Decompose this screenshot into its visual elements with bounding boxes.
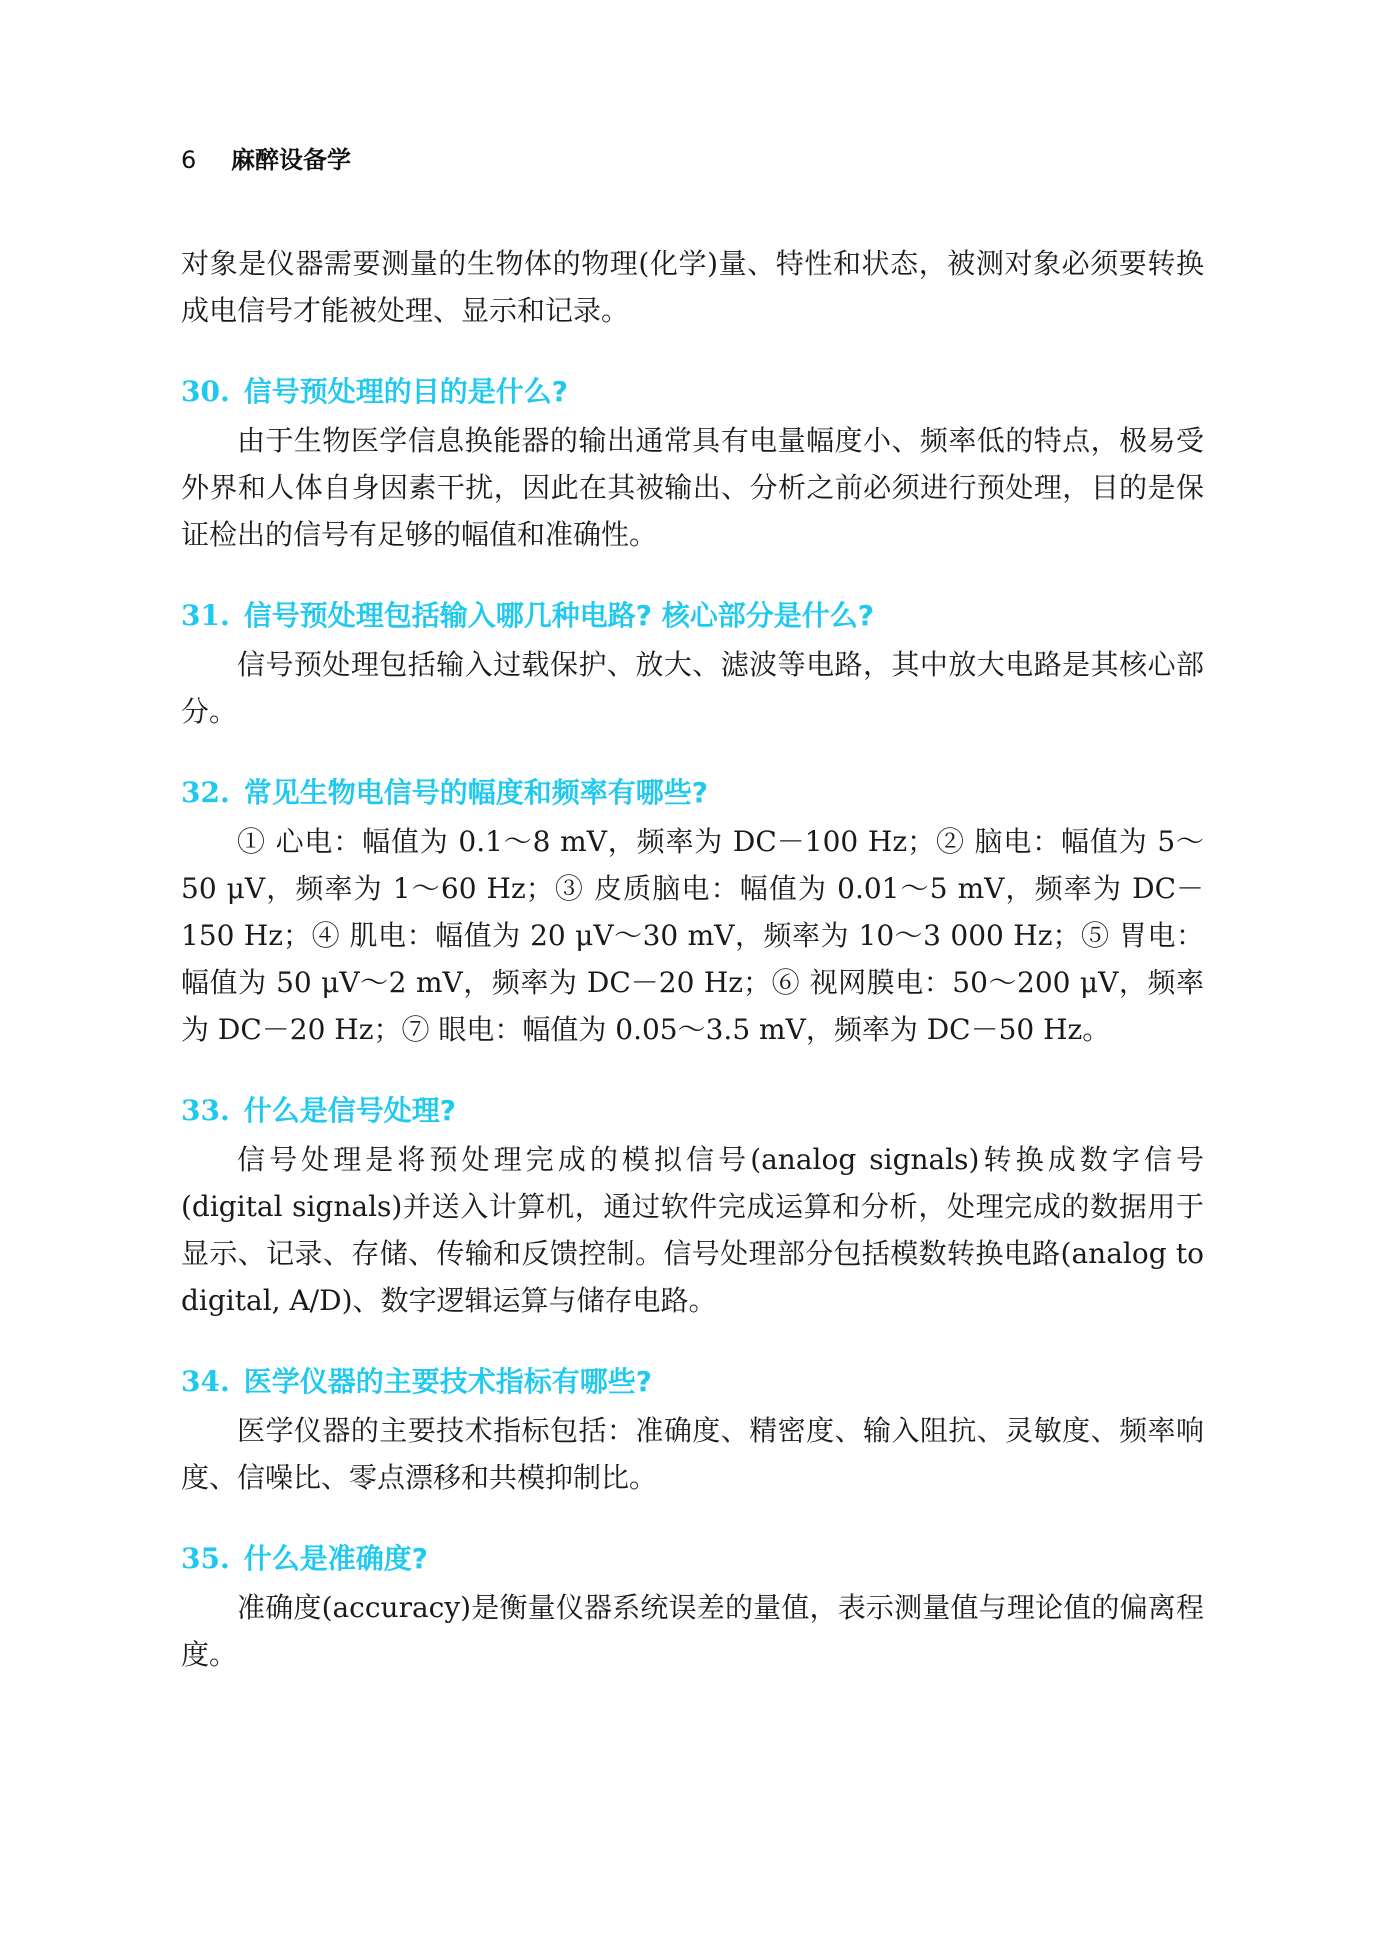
- answer-paragraph: 信号处理是将预处理完成的模拟信号(analog signals)转换成数字信号(digital signals)并送入计算机，通过软件完成运算和分析，处理完成的数据用于显示、记录、存储、传输和反馈控制。信号处理部分包括模数转换电路(analog to digital, A/D)、数字逻辑运算与储存电路。: [181, 1143, 1204, 1317]
- question-heading: [181, 769, 1204, 816]
- question-title: 信号预处理包括输入哪几种电路? 核心部分是什么?: [243, 599, 874, 632]
- question-number: 32.: [181, 776, 230, 809]
- question-title: 常见生物电信号的幅度和频率有哪些?: [243, 776, 708, 809]
- question-title: 什么是准确度?: [243, 1542, 428, 1575]
- answer-paragraph: ① 心电：幅值为 0.1～8 mV，频率为 DC－100 Hz；② 脑电：幅值为 5～50 μV，频率为 1～60 Hz；③ 皮质脑电：幅值为 0.01～5 mV，频率为 DC－150 Hz；④ 肌电：幅值为 20 μV～30 mV，频率为 10～3 000 Hz；⑤ 胃电：幅值为 50 μV～2 mV，频率为 DC－20 Hz；⑥ 视网膜电：50～200 μV，频率为 DC－20 Hz；⑦ 眼电：幅值为 0.05～3.5 mV，频率为 DC－50 Hz。: [181, 825, 1204, 1046]
- question-31: [181, 592, 1204, 735]
- page-number: 6: [181, 146, 197, 174]
- question-title: 信号预处理的目的是什么?: [243, 375, 568, 408]
- question-heading: [181, 368, 1204, 415]
- answer-paragraph: 信号预处理包括输入过载保护、放大、滤波等电路，其中放大电路是其核心部分。: [181, 648, 1204, 728]
- question-33: [181, 1087, 1204, 1324]
- question-number: 33.: [181, 1094, 230, 1127]
- question-title: 医学仪器的主要技术指标有哪些?: [243, 1365, 652, 1398]
- answer-paragraph: 准确度(accuracy)是衡量仪器系统误差的量值，表示测量值与理论值的偏离程度。: [181, 1591, 1204, 1671]
- intro-paragraph: 对象是仪器需要测量的生物体的物理(化学)量、特性和状态，被测对象必须要转换成电信号才能被处理、显示和记录。: [181, 247, 1204, 327]
- question-number: 31.: [181, 599, 230, 632]
- book-title: 麻醉设备学: [231, 146, 351, 174]
- question-number: 34.: [181, 1365, 230, 1398]
- question-heading: [181, 592, 1204, 639]
- question-heading: [181, 1535, 1204, 1582]
- page-content: [181, 240, 1204, 1678]
- answer-paragraph: 医学仪器的主要技术指标包括：准确度、精密度、输入阻抗、灵敏度、频率响度、信噪比、零点漂移和共模抑制比。: [181, 1414, 1204, 1494]
- question-34: [181, 1358, 1204, 1501]
- answer-paragraph: 由于生物医学信息换能器的输出通常具有电量幅度小、频率低的特点，极易受外界和人体自身因素干扰，因此在其被输出、分析之前必须进行预处理，目的是保证检出的信号有足够的幅值和准确性。: [181, 424, 1204, 551]
- question-title: 什么是信号处理?: [243, 1094, 456, 1127]
- question-number: 30.: [181, 375, 230, 408]
- question-35: [181, 1535, 1204, 1678]
- question-number: 35.: [181, 1542, 230, 1575]
- question-32: [181, 769, 1204, 1053]
- question-30: [181, 368, 1204, 558]
- question-heading: [181, 1358, 1204, 1405]
- question-heading: [181, 1087, 1204, 1134]
- running-header: [181, 140, 351, 175]
